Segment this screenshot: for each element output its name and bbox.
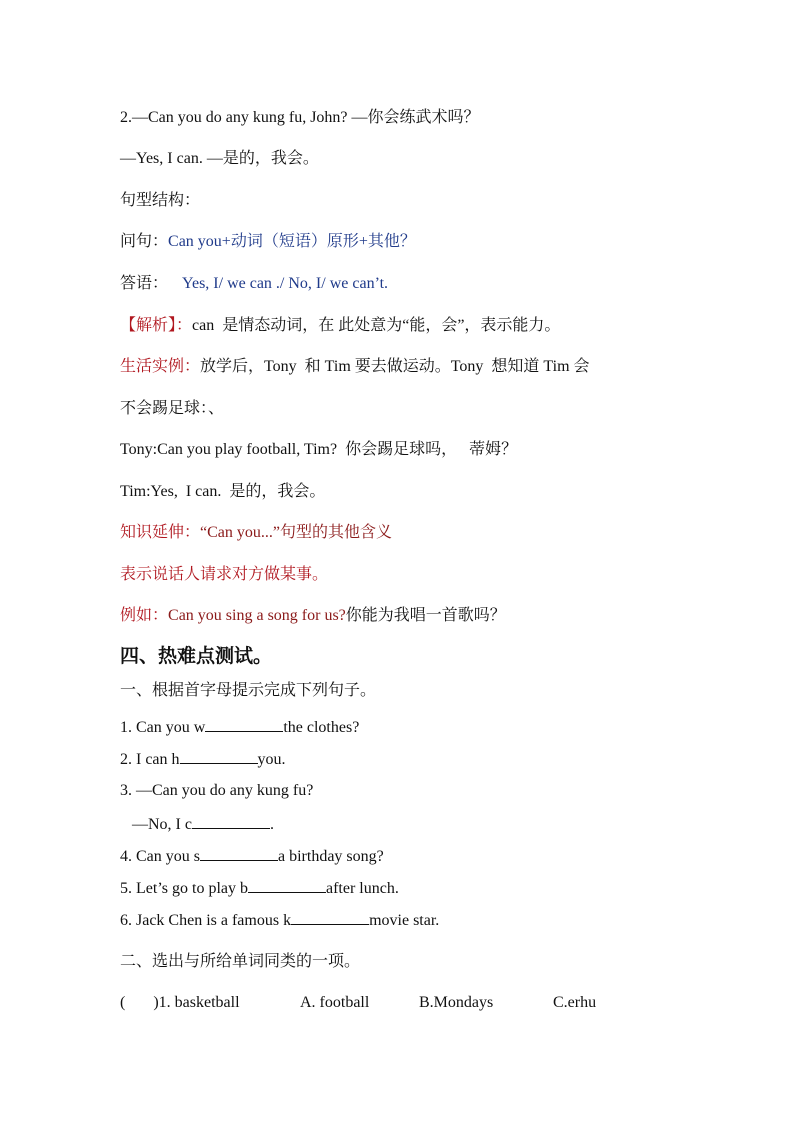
choice-question: ( )1. basketball: [120, 994, 240, 1011]
choice-option-c[interactable]: C.erhu: [553, 994, 597, 1011]
answer-blank[interactable]: [192, 812, 270, 829]
life-label: 生活实例：: [120, 358, 201, 375]
fill-item-pre: 6. Jack Chen is a famous k: [120, 912, 292, 929]
example-request: [120, 605, 506, 627]
part-2-title-text: 二、选出与所给单词同类的一项。: [120, 953, 361, 970]
request-meaning: [120, 564, 328, 586]
fill-item-6: [120, 908, 439, 932]
fill-item-post: the clothes?: [283, 719, 360, 736]
fill-item-post: movie star.: [369, 912, 440, 929]
fill-item-3b: [120, 812, 274, 836]
dialog-1-text: Tony:Can you play football, Tim? 你会踢足球吗， 蒂姆？: [120, 441, 518, 458]
part-1-title-text: 一、根据首字母提示完成下列句子。: [120, 682, 377, 699]
fill-item-3: [120, 780, 313, 802]
fill-item-pre: 1. Can you w: [120, 719, 206, 736]
question-pattern: [120, 231, 416, 253]
request-text: 表示说话人请求对方做某事。: [120, 566, 329, 583]
answer-blank[interactable]: [200, 844, 278, 861]
analysis: [120, 315, 560, 337]
fill-item-post: after lunch.: [325, 880, 399, 897]
ext-text: “Can you...”句型的其他含义: [200, 524, 392, 541]
fill-item-pre: 2. I can h: [120, 751, 180, 768]
example-answer-text: —Yes, I can. —是的，我会。: [120, 150, 319, 167]
answer-pattern: [120, 273, 388, 295]
question-text: Can you+动词（短语）原形+其他？: [168, 233, 416, 250]
example-label: 例如：: [120, 607, 169, 624]
ext-label: 知识延伸：: [120, 524, 201, 541]
answer-text: Yes, I/ we can ./ No, I/ we can’t.: [182, 275, 389, 292]
pattern-title-text: 句型结构：: [120, 192, 201, 209]
life-example: [120, 356, 590, 378]
example-question-text: 2.—Can you do any kung fu, John? —你会练武术吗？: [120, 109, 480, 126]
life-example-cont: [120, 398, 224, 420]
example-question: [120, 107, 480, 129]
fill-item-2: [120, 747, 286, 771]
question-label: 问句：: [120, 233, 169, 250]
fill-item-post: .: [269, 816, 274, 833]
fill-item-pre: —No, I c: [120, 816, 192, 833]
pattern-title: [120, 190, 200, 212]
choice-option-a[interactable]: A. football: [300, 994, 370, 1011]
section-4-title: [120, 646, 272, 668]
answer-label: 答语：: [120, 275, 169, 292]
answer-blank[interactable]: [291, 908, 369, 925]
example-cn: 你能为我唱一首歌吗？: [345, 607, 506, 624]
dialog-line-1: [120, 439, 517, 461]
fill-item-post: a birthday song?: [278, 848, 384, 865]
analysis-label: 【解析】：: [120, 317, 193, 334]
fill-item-1: [120, 715, 359, 739]
answer-blank[interactable]: [205, 715, 283, 732]
fill-item-pre: 4. Can you s: [120, 848, 200, 865]
fill-item-4: [120, 844, 384, 868]
life-text-1: 放学后，Tony 和 Tim 要去做运动。Tony 想知道 Tim 会: [200, 358, 590, 375]
example-answer: [120, 148, 319, 170]
fill-item-pre: 5. Let’s go to play b: [120, 880, 248, 897]
part-1-title: [120, 680, 376, 702]
section-4-title-text: 四、热难点测试。: [120, 646, 273, 667]
dialog-2-text: Tim:Yes, I can. 是的，我会。: [120, 483, 326, 500]
life-text-2: 不会踢足球：、: [120, 400, 225, 417]
fill-item-post: you.: [257, 751, 286, 768]
knowledge-extension: [120, 522, 392, 544]
analysis-text: can 是情态动词，在 此处意为“能，会”，表示能力。: [192, 317, 561, 334]
fill-item-pre: 3. —Can you do any kung fu?: [120, 782, 314, 799]
fill-item-5: [120, 876, 399, 900]
part-2-title: [120, 951, 360, 973]
answer-blank[interactable]: [180, 747, 258, 764]
choice-option-b[interactable]: B.Mondays: [419, 994, 494, 1011]
dialog-line-2: [120, 481, 325, 503]
example-text: Can you sing a song for us?: [168, 607, 346, 624]
answer-blank[interactable]: [248, 876, 326, 893]
